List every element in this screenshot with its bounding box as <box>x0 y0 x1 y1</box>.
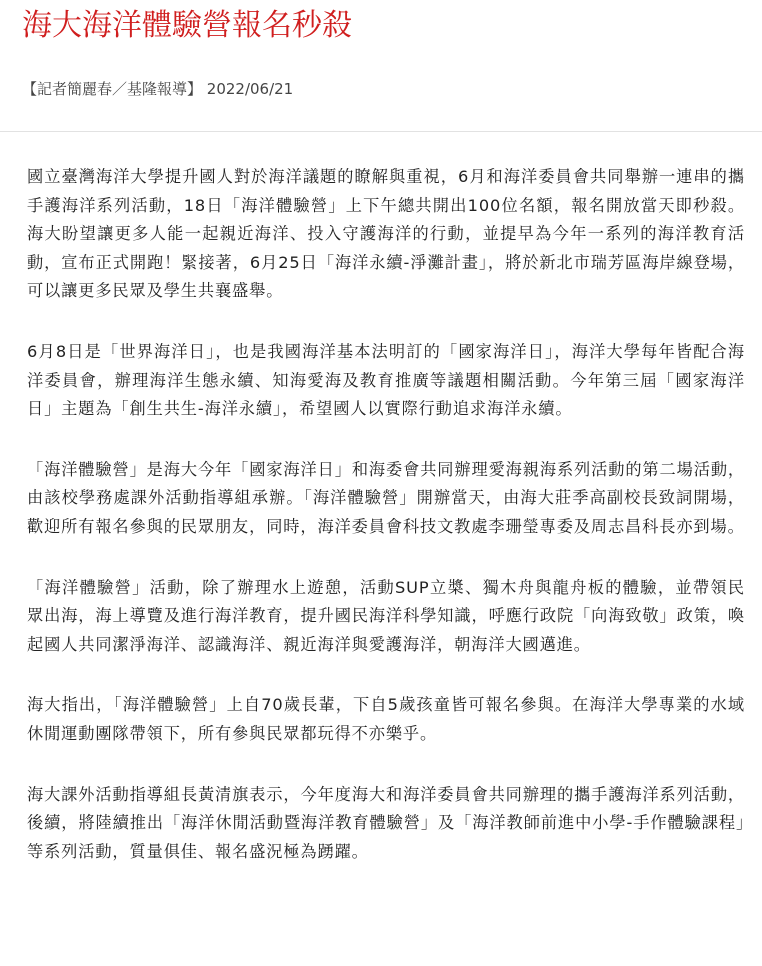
article-paragraph-5: 海大指出，「海洋體驗營」上自70歲長輩，下自5歲孩童皆可報名參與。在海洋大學專業的水域休閒運動團隊帶領下，所有參與民眾都玩得不亦樂乎。 <box>27 695 745 743</box>
article-paragraph-3: 「海洋體驗營」是海大今年「國家海洋日」和海委會共同辦理愛海親海系列活動的第二場活動，由該校學務處課外活動指導組承辦。「海洋體驗營」開辦當天，由海大莊季高副校長致詞開場，歡迎所有報名參與的民眾朋友，同時，海洋委員會科技文教處李珊瑩專委及周志昌科長亦到場。 <box>27 459 745 536</box>
article-byline: 【記者簡麗春／基隆報導】 2022/06/21 <box>22 80 294 98</box>
article-paragraph-4: 「海洋體驗營」活動，除了辦理水上遊憩，活動SUP立槳、獨木舟與龍舟板的體驗，並帶領民眾出海，海上導覽及進行海洋教育，提升國民海洋科學知識，呼應行政院「向海致敬」政策，喚起國人共同潔淨海洋、認識海洋、親近海洋與愛護海洋，朝海洋大國邁進。 <box>27 577 745 654</box>
article-paragraph-6: 海大課外活動指導組長黃清旗表示，今年度海大和海洋委員會共同辦理的攜手護海洋系列活動，後續，將陸續推出「海洋休閒活動暨海洋教育體驗營」及「海洋教師前進中小學-手作體驗課程」等系列活動，質量俱佳、報名盛況極為踴躍。 <box>27 784 745 861</box>
article-body <box>27 163 745 898</box>
header-divider <box>0 131 762 132</box>
article-paragraph-1: 國立臺灣海洋大學提升國人對於海洋議題的瞭解與重視，6月和海洋委員會共同舉辦一連串的攜手護海洋系列活動，18日「海洋體驗營」上下午總共開出100位名額，報名開放當天即秒殺。海大盼望讓更多人能一起親近海洋、投入守護海洋的行動，並提早為今年一系列的海洋教育活動，宣布正式開跑！緊接著，6月25日「海洋永續-淨灘計畫」，將於新北市瑞芳區海岸線登場，可以讓更多民眾及學生共襄盛舉。 <box>27 167 745 301</box>
article-paragraph-2: 6月8日是「世界海洋日」，也是我國海洋基本法明訂的「國家海洋日」，海洋大學每年皆配合海洋委員會，辦理海洋生態永續、知海愛海及教育推廣等議題相關活動。今年第三屆「國家海洋日」主題為「創生共生-海洋永續」，希望國人以實際行動追求海洋永續。 <box>27 341 745 419</box>
article-title: 海大海洋體驗營報名秒殺 <box>22 8 352 43</box>
